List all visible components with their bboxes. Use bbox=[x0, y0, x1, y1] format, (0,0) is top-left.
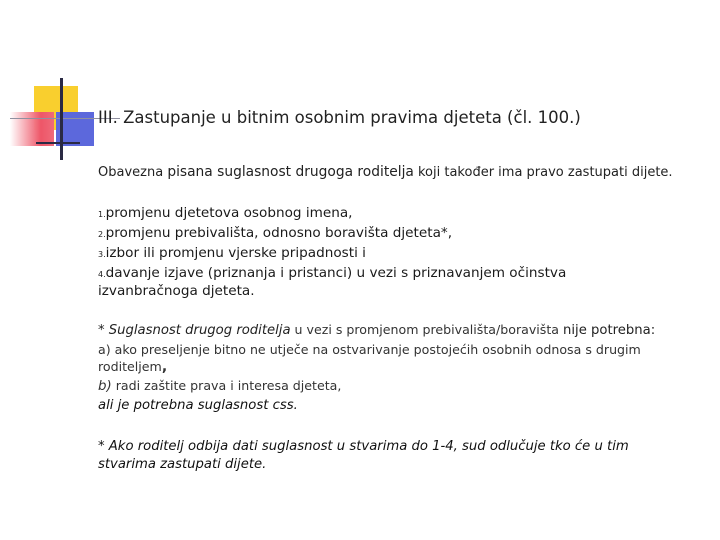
note-item-b-label: b) bbox=[98, 379, 112, 394]
note-suglasnost-text: u vezi s promjenom prebivališta/boravišta bbox=[290, 322, 564, 337]
deco-horizontal-line bbox=[36, 142, 80, 144]
list-item-number: 1. bbox=[98, 210, 106, 219]
list-item bbox=[98, 265, 566, 281]
list-item-text: izbor ili promjenu vjerske pripadnosti i bbox=[105, 245, 366, 261]
note-item-b bbox=[98, 378, 341, 394]
list-item-continuation: izvanbračnoga djeteta. bbox=[98, 283, 255, 299]
note-item-a-continuation bbox=[98, 359, 167, 375]
list-item-text: promjenu djetetova osobnog imena, bbox=[105, 205, 353, 221]
note-suglasnost-colon: : bbox=[650, 323, 656, 338]
note-item-b-text: radi zaštite prava i interesa djeteta, bbox=[111, 378, 342, 393]
note-suglasnost-emphasis: nije potrebna bbox=[563, 323, 651, 338]
list-item bbox=[98, 245, 366, 261]
list-item-number: 2. bbox=[98, 230, 106, 239]
note-court-decision-continuation: stvarima zastupati dijete. bbox=[98, 457, 267, 472]
list-item bbox=[98, 205, 353, 221]
list-item-number: 3. bbox=[98, 250, 106, 259]
note-item-a-continuation-comma: , bbox=[161, 359, 168, 375]
list-item-text: promjenu prebivališta, odnosno boravišta djeteta*, bbox=[105, 225, 453, 241]
deco-vertical-line bbox=[60, 78, 63, 160]
note-suglasnost bbox=[98, 322, 655, 338]
note-suglasnost-lead: * Suglasnost drugog roditelja bbox=[98, 323, 291, 338]
intro-text-1: Obavezna bbox=[98, 165, 168, 180]
note-court-decision: * Ako roditelj odbija dati suglasnost u stvarima do 1-4, sud odlučuje tko će u tim bbox=[98, 439, 629, 454]
list-item-text: davanje izjave (priznanja i pristanci) u vezi s priznavanjem očinstva bbox=[105, 265, 567, 281]
intro-paragraph bbox=[98, 164, 673, 180]
note-item-a-continuation-text: roditeljem bbox=[98, 359, 162, 374]
note-item-a: a) ako preseljenje bitno ne utječe na ostvarivanje postojećih osobnih odnosa s drugim bbox=[98, 342, 641, 357]
list-item bbox=[98, 225, 452, 241]
slide-title: III. Zastupanje u bitnim osobnim pravima djeteta (čl. 100.) bbox=[98, 108, 581, 127]
note-css-requirement: ali je potrebna suglasnost css. bbox=[98, 398, 298, 413]
intro-text-emphasis: pisana suglasnost drugoga roditelja bbox=[167, 164, 414, 180]
intro-text-2: koji također ima pravo zastupati dijete. bbox=[413, 165, 673, 180]
list-item-number: 4. bbox=[98, 270, 106, 279]
